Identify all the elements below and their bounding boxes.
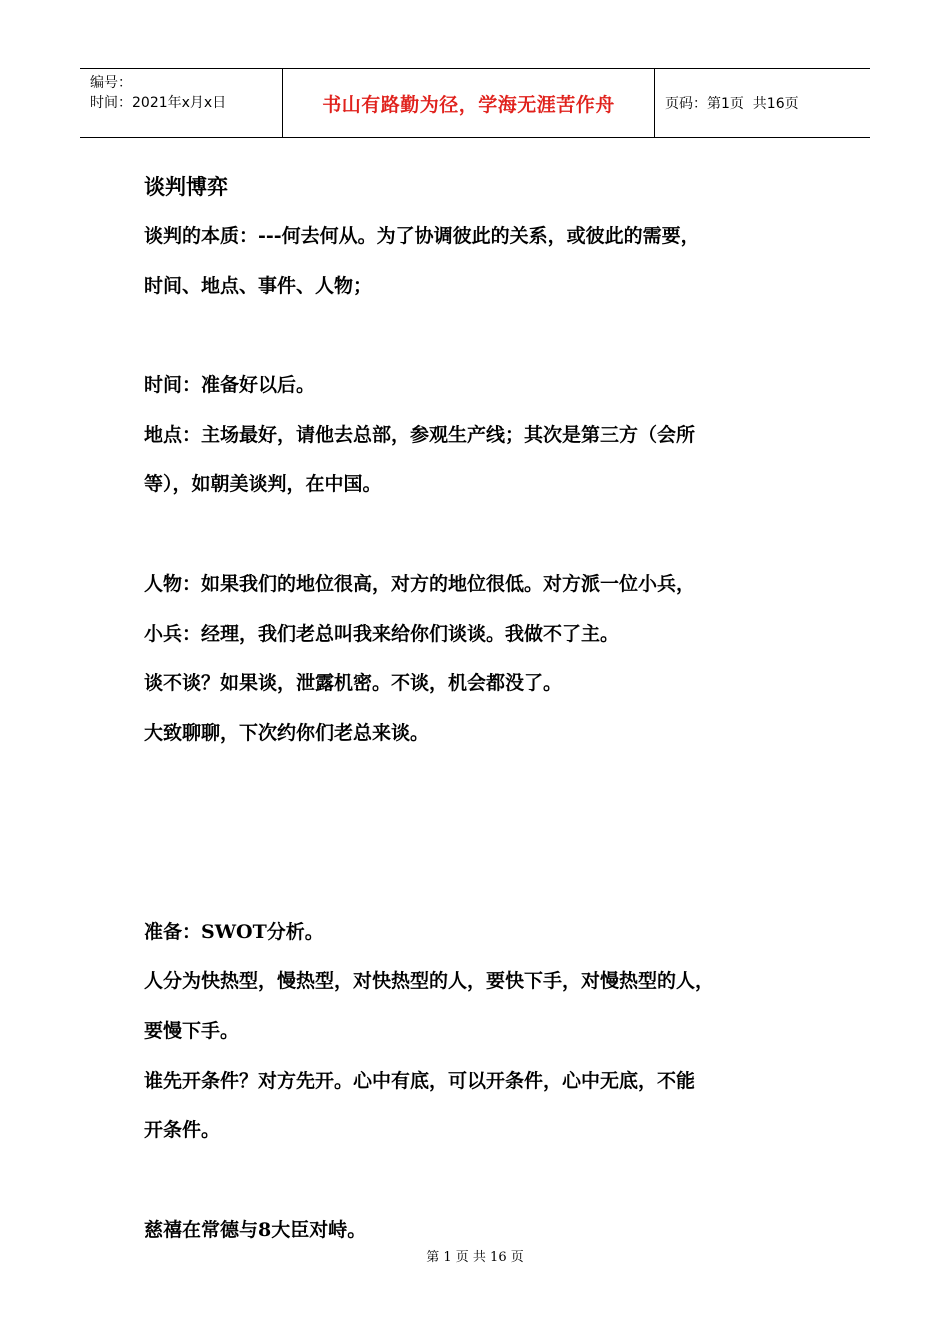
blank-line: [144, 1156, 834, 1206]
blank-line: [144, 510, 834, 560]
document-body: [144, 162, 834, 1255]
blank-line: [144, 808, 834, 858]
paragraph-line: 开条件。: [144, 1119, 221, 1142]
blank-line: [144, 759, 834, 809]
document-title: 谈判博弈: [144, 174, 228, 199]
paragraph-line: 谁先开条件？对方先开。心中有底，可以开条件，心中无底，不能: [144, 1069, 696, 1092]
document-lines: [144, 212, 834, 1255]
paragraph-line: 人分为快热型，慢热型，对快热型的人，要快下手，对慢热型的人，: [144, 970, 715, 993]
paragraph-line: 地点：主场最好，请他去总部，参观生产线；其次是第三方（会所: [144, 423, 696, 446]
paragraph-line: 要慢下手。: [144, 1020, 240, 1042]
paragraph-line: 时间：准备好以后。: [144, 374, 316, 397]
blank-line: [144, 311, 834, 361]
header-left-cell: [80, 69, 282, 137]
paragraph-line: 小兵：经理，我们老总叫我来给你们谈谈。我做不了主。: [144, 622, 620, 645]
page-footer: 第 1 页 共 16 页: [426, 1250, 524, 1265]
date-label: 时间：2021年x月x日: [90, 95, 227, 111]
paragraph-line: 等），如朝美谈判，在中国。: [144, 473, 382, 496]
paragraph-line: 慈禧在常德与8大臣对峙。: [144, 1218, 367, 1241]
page-header: [80, 68, 870, 138]
paragraph-line: 准备：SWOT分析。: [144, 920, 324, 943]
paragraph-line: 人物：如果我们的地位很高，对方的地位很低。对方派一位小兵，: [144, 572, 696, 595]
paragraph-line: 时间、地点、事件、人物；: [144, 274, 373, 297]
motto: 书山有路勤为径，学海无涯苦作舟: [282, 69, 655, 137]
paragraph-line: 谈判的本质：---何去何从。为了协调彼此的关系，或彼此的需要，: [144, 225, 700, 247]
page-info: 页码：第1页 共16页: [665, 96, 799, 112]
paragraph-line: 谈不谈？如果谈，泄露机密。不谈，机会都没了。: [144, 672, 563, 695]
blank-line: [144, 858, 834, 908]
paragraph-line: 大致聊聊，下次约你们老总来谈。: [144, 721, 430, 744]
number-label: 编号：: [90, 75, 132, 91]
